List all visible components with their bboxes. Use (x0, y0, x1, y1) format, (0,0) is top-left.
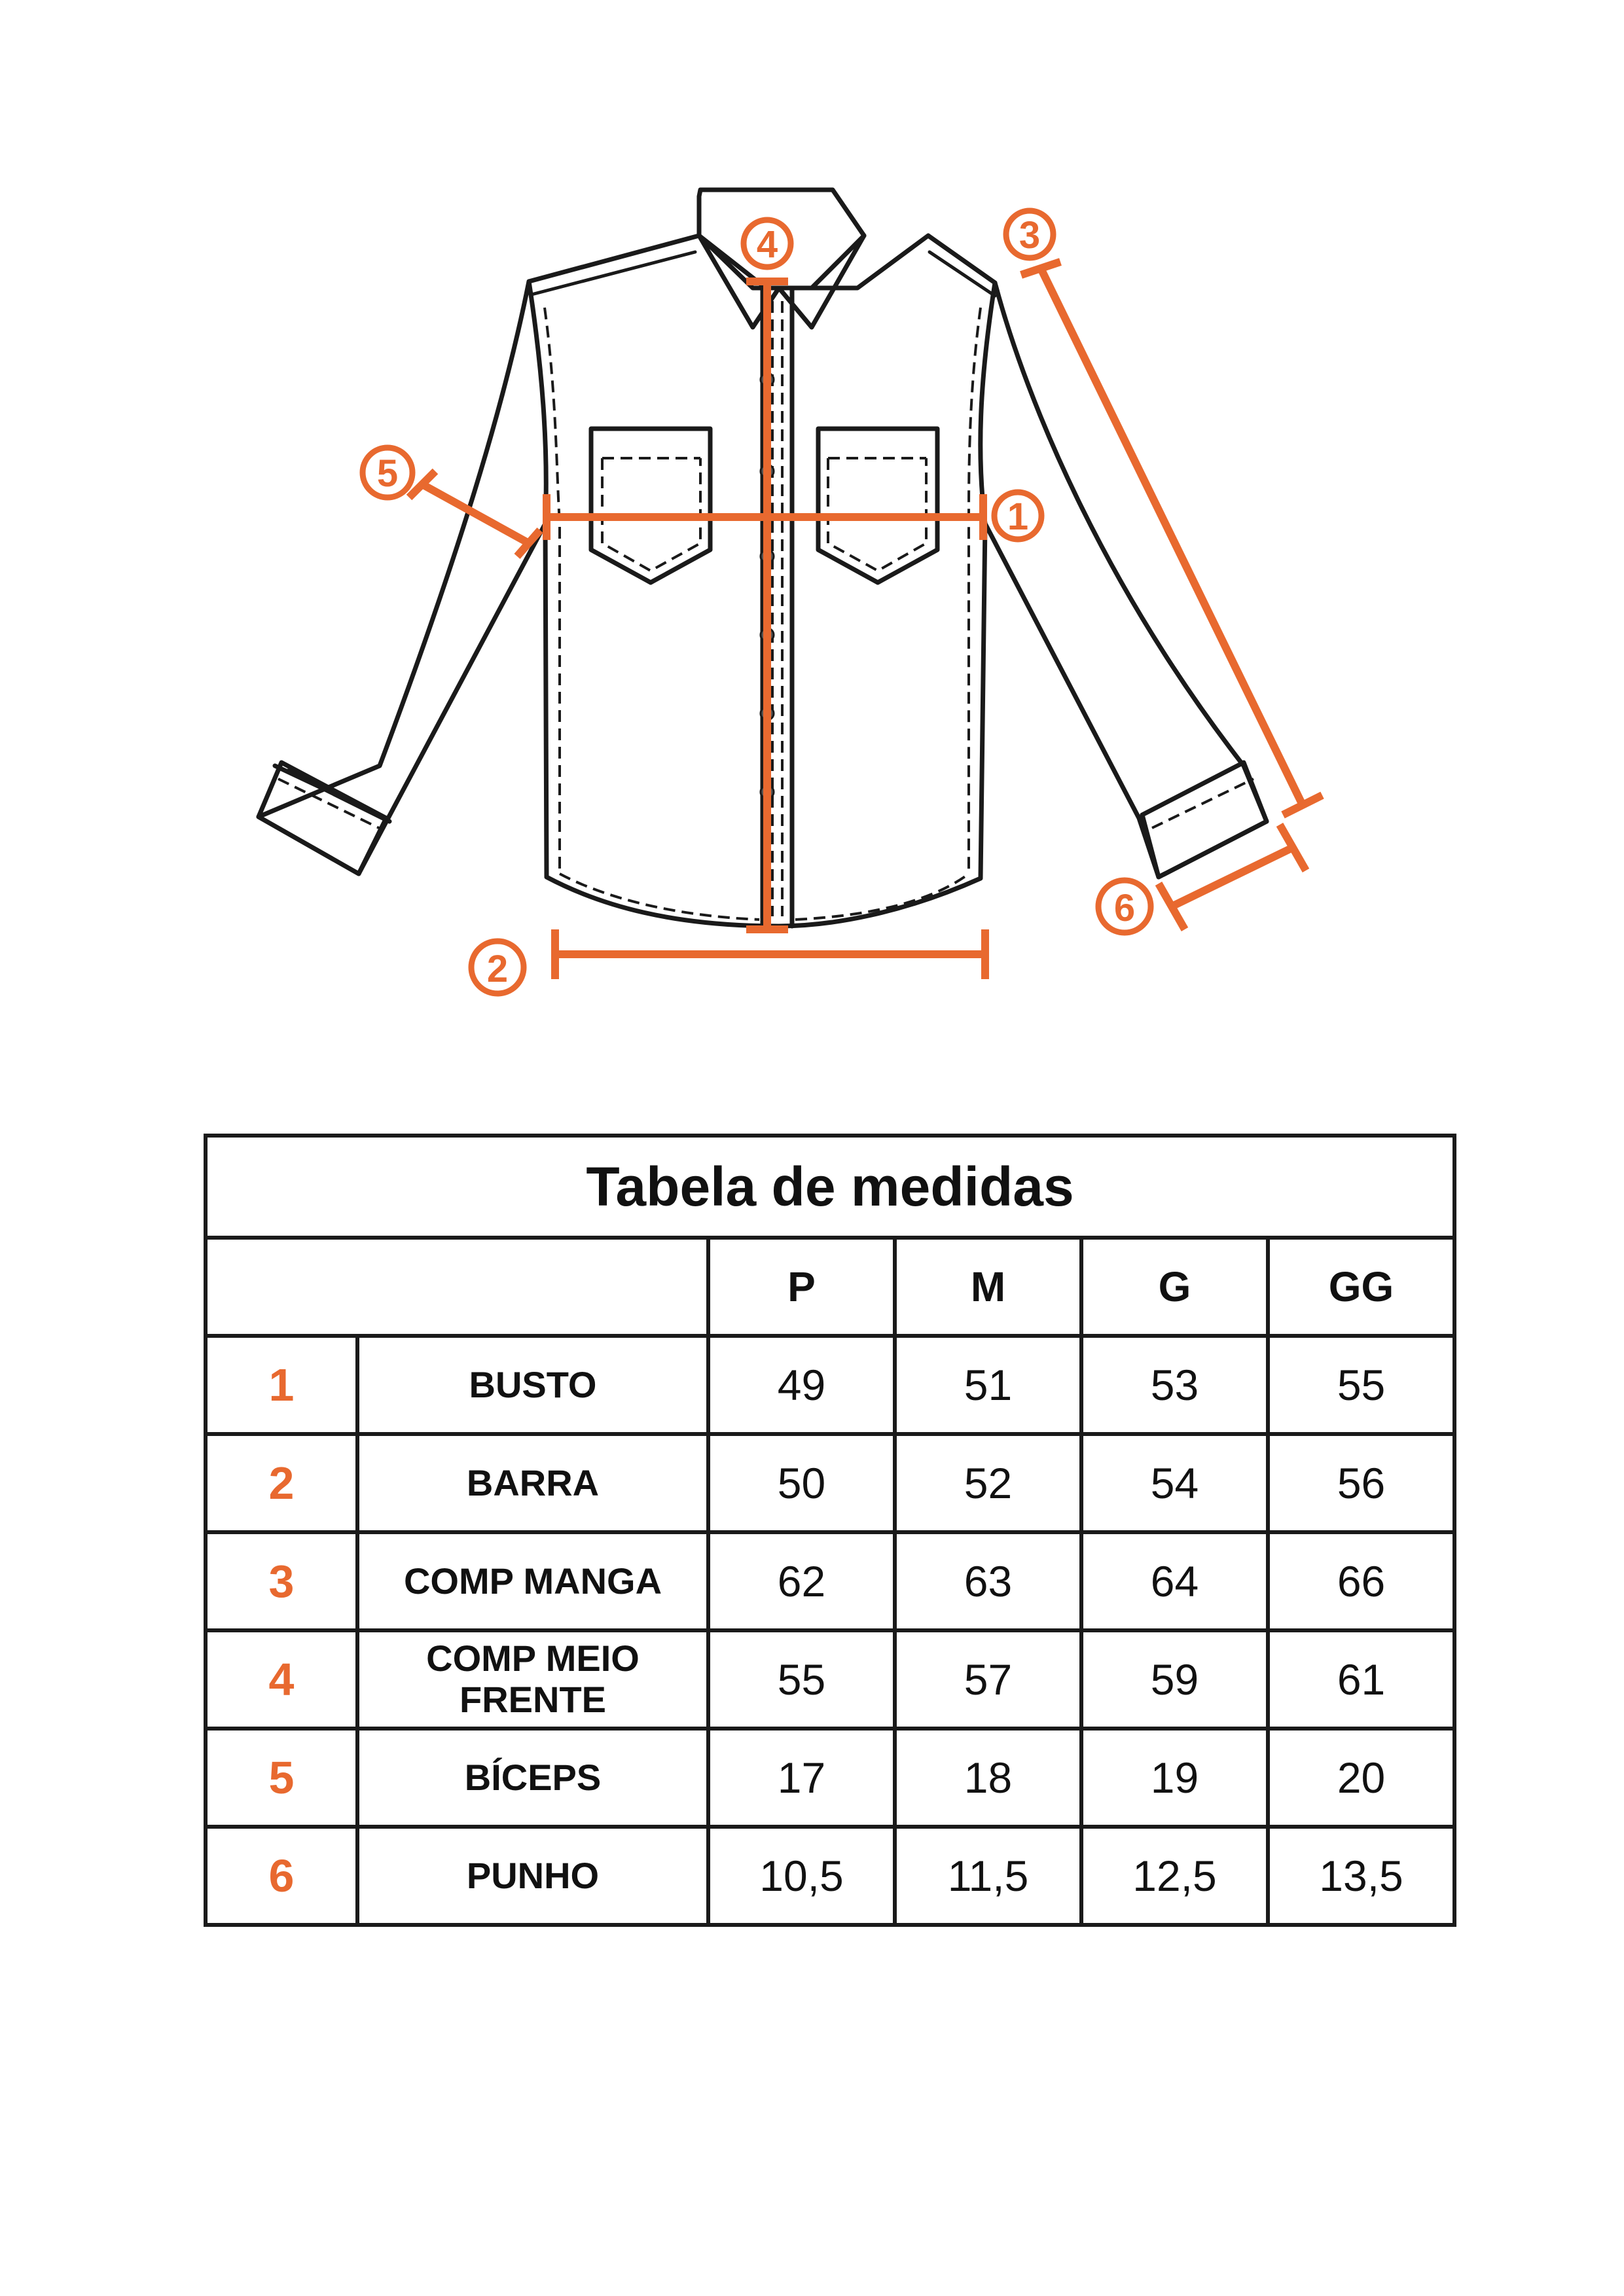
row-number: 3 (206, 1532, 357, 1630)
value-m: 63 (895, 1532, 1081, 1630)
svg-text:5: 5 (376, 452, 399, 495)
measure-6-punho (1172, 848, 1293, 906)
value-gg: 13,5 (1268, 1827, 1454, 1925)
marker-4 (744, 220, 791, 267)
value-m: 18 (895, 1729, 1081, 1827)
right-pocket (818, 429, 937, 583)
table-row (206, 1630, 1454, 1729)
measurement-name: COMP MANGA (357, 1532, 708, 1630)
value-m: 57 (895, 1630, 1081, 1729)
measurement-name: COMP MEIO FRENTE (357, 1630, 708, 1729)
row-number: 1 (206, 1336, 357, 1434)
measure-3-manga (1041, 268, 1303, 805)
row-number: 4 (206, 1630, 357, 1729)
shirt-measurement-diagram (0, 0, 1624, 1021)
value-gg: 66 (1268, 1532, 1454, 1630)
size-header-m: M (895, 1238, 1081, 1336)
value-g: 59 (1081, 1630, 1268, 1729)
left-sleeve-outline (259, 281, 545, 874)
marker-2 (471, 941, 524, 994)
svg-text:6: 6 (1113, 887, 1136, 929)
marker-1 (994, 492, 1041, 539)
measurement-name: PUNHO (357, 1827, 708, 1925)
marker-3 (1006, 211, 1053, 258)
svg-text:3: 3 (1019, 214, 1041, 257)
measurement-markers (363, 211, 1151, 994)
value-gg: 61 (1268, 1630, 1454, 1729)
table-row (206, 1532, 1454, 1630)
value-g: 64 (1081, 1532, 1268, 1630)
measurement-name: BÍCEPS (357, 1729, 708, 1827)
size-header-p: P (708, 1238, 895, 1336)
value-g: 53 (1081, 1336, 1268, 1434)
left-cuff-box (259, 762, 386, 874)
value-p: 62 (708, 1532, 895, 1630)
table-title: Tabela de medidas (206, 1136, 1454, 1238)
row-number: 5 (206, 1729, 357, 1827)
svg-text:2: 2 (486, 948, 509, 990)
value-p: 50 (708, 1434, 895, 1532)
size-chart-table (204, 1134, 1456, 1927)
table-row (206, 1827, 1454, 1925)
size-header-gg: GG (1268, 1238, 1454, 1336)
value-m: 11,5 (895, 1827, 1081, 1925)
value-p: 10,5 (708, 1827, 895, 1925)
row-number: 6 (206, 1827, 357, 1925)
marker-5 (363, 448, 412, 497)
value-m: 51 (895, 1336, 1081, 1434)
measurement-name: BARRA (357, 1434, 708, 1532)
marker-6 (1098, 880, 1151, 933)
row-number: 2 (206, 1434, 357, 1532)
table-row (206, 1336, 1454, 1434)
value-m: 52 (895, 1434, 1081, 1532)
value-p: 55 (708, 1630, 895, 1729)
value-g: 12,5 (1081, 1827, 1268, 1925)
right-cuff-box (1142, 762, 1267, 877)
size-header-row (206, 1238, 1454, 1336)
value-g: 19 (1081, 1729, 1268, 1827)
value-gg: 20 (1268, 1729, 1454, 1827)
svg-text:4: 4 (756, 223, 778, 266)
value-p: 49 (708, 1336, 895, 1434)
value-gg: 56 (1268, 1434, 1454, 1532)
measurement-name: BUSTO (357, 1336, 708, 1434)
table-row (206, 1434, 1454, 1532)
table-row (206, 1729, 1454, 1827)
left-pocket (591, 429, 710, 583)
size-header-g: G (1081, 1238, 1268, 1336)
value-gg: 55 (1268, 1336, 1454, 1434)
value-p: 17 (708, 1729, 895, 1827)
svg-text:1: 1 (1007, 495, 1029, 538)
right-sleeve-outline (985, 283, 1267, 877)
header-blank (206, 1238, 708, 1336)
value-g: 54 (1081, 1434, 1268, 1532)
